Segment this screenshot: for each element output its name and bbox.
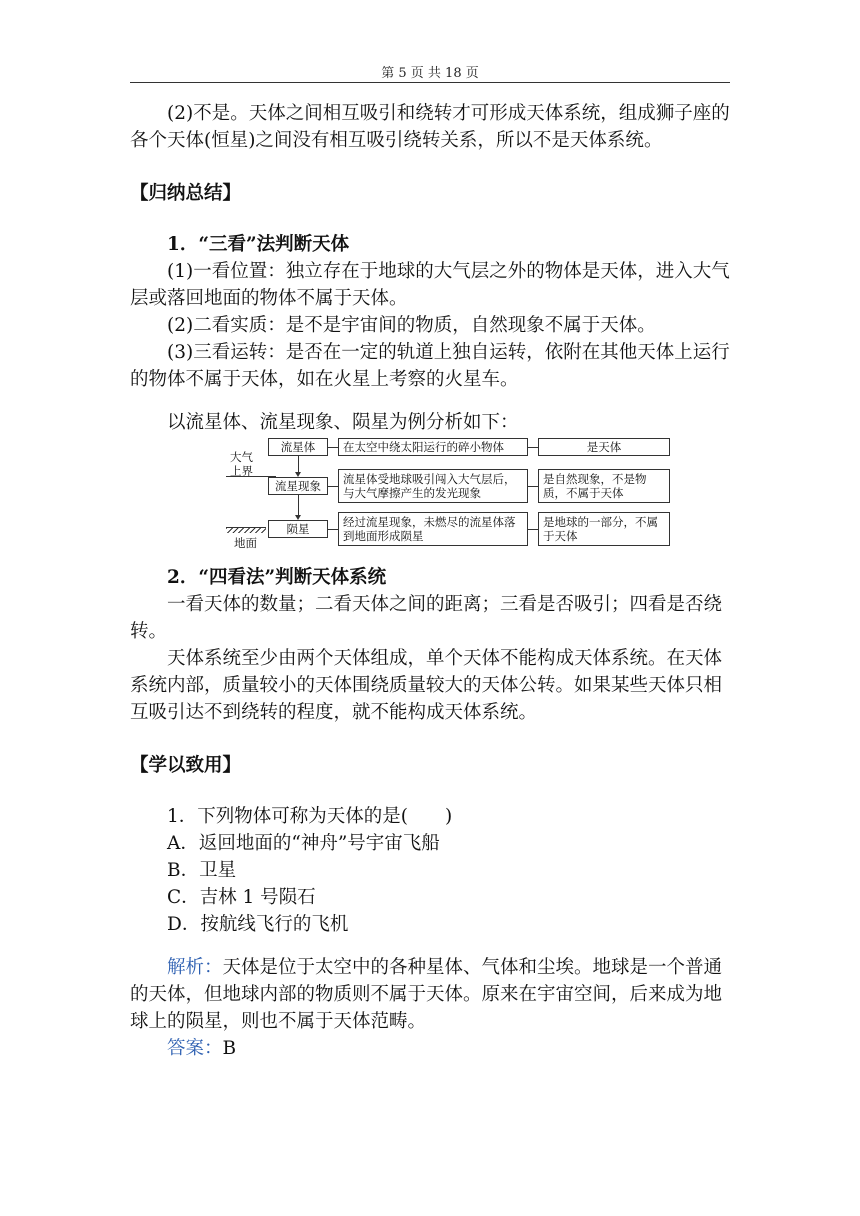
analysis-text: 天体是位于太空中的各种星体、气体和尘埃。地球是一个普通的天体，但地球内部的物质则不属于天体。原来在宇宙空间，后来成为地球上的陨星，则也不属于天体范畴。 (130, 957, 723, 1032)
connector-line (328, 447, 338, 448)
header-divider (130, 82, 730, 83)
flow-line (298, 456, 299, 472)
diagram-desc-box: 在太空中绕太阳运行的碎小物体 (338, 438, 528, 456)
example-intro: 以流星体、流星现象、陨星为例分析如下： (167, 412, 519, 433)
connector-line (328, 529, 338, 530)
practice-heading: 【学以致用】 (130, 755, 242, 776)
diagram-result-box: 是地球的一部分，不属于天体 (538, 512, 670, 546)
flow-line (298, 495, 299, 515)
connector-line (328, 486, 338, 487)
page-number-header: 第 5 页 共 18 页 (381, 66, 479, 81)
practice-question: 1．下列物体可称为天体的是( ) (167, 806, 453, 827)
document-body (130, 100, 730, 1062)
answer-label: 答案： (167, 1038, 223, 1059)
answer-paragraph (130, 1035, 730, 1062)
flow-arrow (295, 472, 301, 477)
answer-value: B (222, 1038, 237, 1059)
intro-paragraph: (2)不是。天体之间相互吸引和绕转才可形成天体系统，组成狮子座的各个天体(恒星)之间没有相互吸引绕转关系，所以不是天体系统。 (130, 103, 730, 151)
summary-item1-point: (2)二看实质：是不是宇宙间的物质，自然现象不属于天体。 (167, 315, 656, 336)
summary-heading: 【归纳总结】 (130, 183, 242, 204)
diagram-result-box: 是天体 (538, 438, 670, 456)
diagram-name-box: 流星体 (268, 438, 328, 456)
meteor-classification-diagram (130, 436, 730, 556)
ground-hatch (226, 527, 266, 533)
connector-line (528, 486, 538, 487)
analysis-paragraph (130, 954, 730, 1035)
connector-line (528, 529, 538, 530)
diagram-result-box: 是自然现象，不是物质，不属于天体 (538, 469, 670, 503)
summary-item1-title: 1．“三看”法判断天体 (167, 234, 350, 255)
practice-option: D．按航线飞行的飞机 (167, 914, 349, 935)
diagram-desc-box: 流星体受地球吸引闯入大气层后，与大气摩擦产生的发光现象 (338, 469, 528, 503)
diagram-desc-box: 经过流星现象，未燃尽的流星体落到地面形成陨星 (338, 512, 528, 546)
summary-item1-point: (1)一看位置：独立存在于地球的大气层之外的物体是天体，进入大气层或落回地面的物体不属于天体。 (130, 261, 730, 309)
diagram-name-box: 流星现象 (268, 477, 328, 495)
ground-label: 地面 (234, 536, 257, 550)
summary-item2-para: 天体系统至少由两个天体组成，单个天体不能构成天体系统。在天体系统内部，质量较小的天体围绕质量较大的天体公转。如果某些天体只相互吸引达不到绕转的程度，就不能构成天体系统。 (130, 648, 723, 723)
summary-item2-title: 2．“四看法”判断天体系统 (167, 567, 387, 588)
diagram-name-box: 陨星 (268, 520, 328, 538)
practice-option: B．卫星 (167, 860, 237, 881)
connector-line (528, 447, 538, 448)
practice-option: C．吉林 1 号陨石 (167, 887, 316, 908)
flow-arrow (295, 515, 301, 520)
analysis-label: 解析： (167, 957, 223, 978)
atmosphere-label: 大气 上界 (230, 450, 253, 478)
summary-item2-para: 一看天体的数量；二看天体之间的距离；三看是否吸引；四看是否绕转。 (130, 594, 723, 642)
summary-item1-point: (3)三看运转：是否在一定的轨道上独自运转，依附在其他天体上运行的物体不属于天体，如在火星上考察的火星车。 (130, 342, 730, 390)
practice-option: A．返回地面的“神舟”号宇宙飞船 (167, 833, 440, 854)
